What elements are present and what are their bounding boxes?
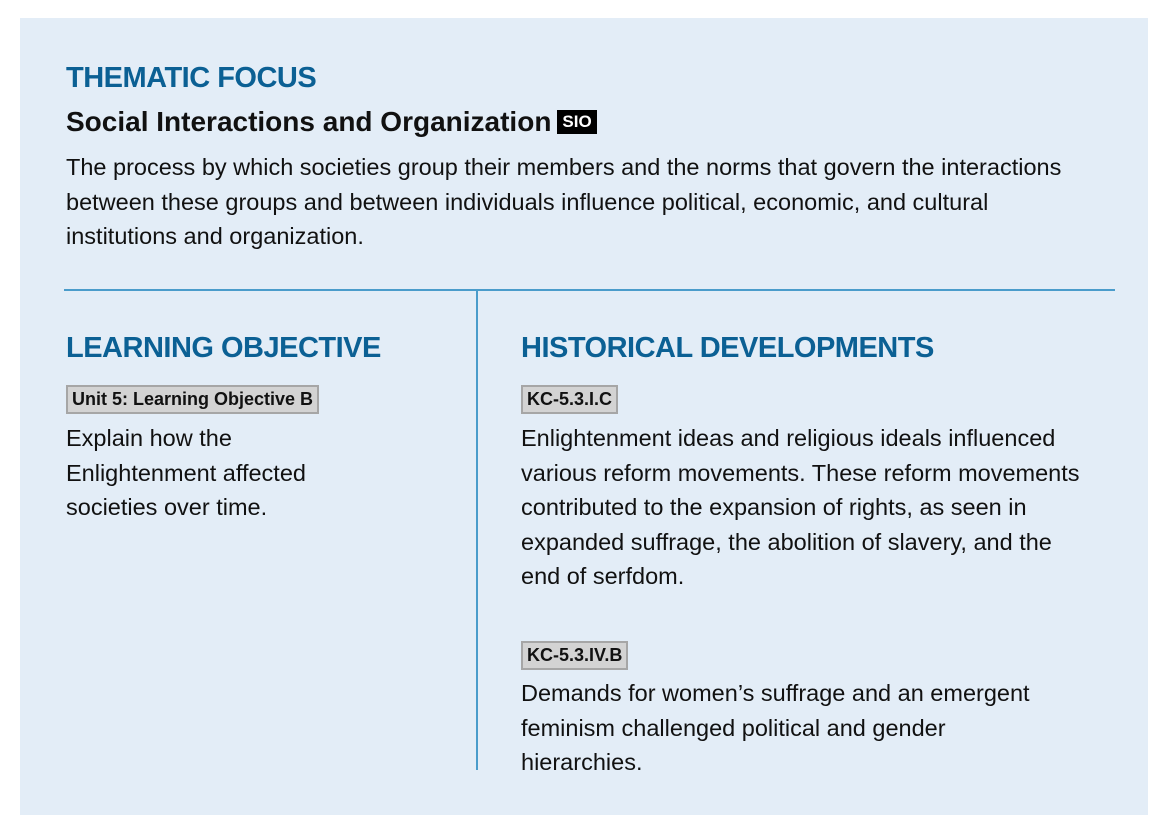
learning-objective-text: Explain how the Enlightenment affected societies over time. xyxy=(66,425,306,520)
vertical-divider xyxy=(476,290,478,770)
kc-text: Demands for women’s suffrage and an emergent feminism challenged political and gender hierarchies. xyxy=(521,680,1030,775)
kc-text: Enlightenment ideas and religious ideals influenced various reform movements. These reform movements contributed to the expansion of rights, as seen in expanded suffrage, the abolition of slavery, and the end of serfdom. xyxy=(521,425,1080,589)
theme-title-text: Social Interactions and Organization xyxy=(66,106,552,137)
horizontal-divider xyxy=(64,289,1115,291)
theme-description: The process by which societies group their members and the norms that govern the interactions between these groups and between individuals influence political, economic, and cultural institutions and organization. xyxy=(66,154,1062,249)
theme-title xyxy=(66,106,597,138)
theme-badge: SIO xyxy=(557,110,596,134)
thematic-focus-heading: THEMATIC FOCUS xyxy=(66,62,317,94)
historical-developments-heading: HISTORICAL DEVELOPMENTS xyxy=(521,332,934,364)
learning-objective-tag: Unit 5: Learning Objective B xyxy=(66,385,319,414)
learning-objective-heading: LEARNING OBJECTIVE xyxy=(66,332,381,364)
kc-tag: KC-5.3.IV.B xyxy=(521,641,628,670)
kc-tag: KC-5.3.I.C xyxy=(521,385,618,414)
